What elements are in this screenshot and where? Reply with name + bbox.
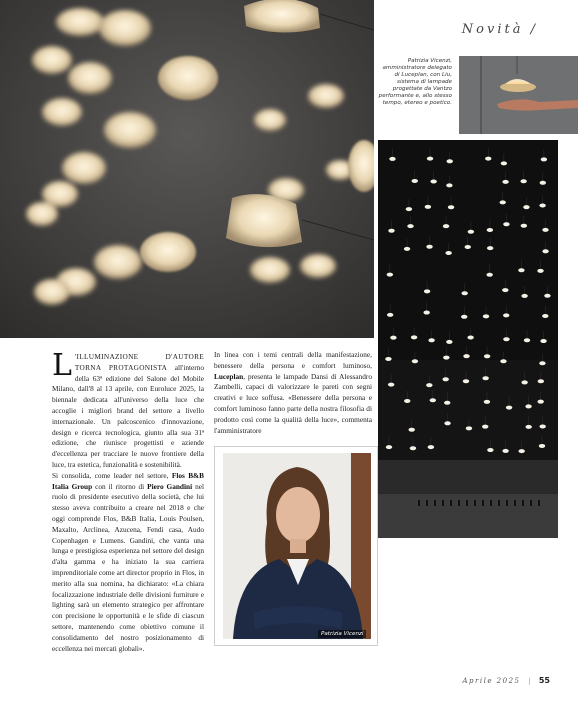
lamp-light (525, 404, 531, 408)
lamp-light (407, 224, 413, 228)
lamp-light (482, 376, 488, 380)
lamp-light (537, 400, 543, 404)
issue-date: Aprile 2025 (462, 676, 521, 685)
lamp-light (523, 205, 529, 209)
lamp-light (463, 354, 469, 358)
lamp-light (468, 230, 474, 234)
lamp-light (520, 179, 526, 183)
brand-luceplan: Luceplan (214, 371, 244, 381)
lamp-light (485, 157, 491, 161)
lamp-light (500, 359, 506, 363)
lamp-light (503, 222, 509, 226)
lamp-light (426, 383, 432, 387)
hand-lamp-photo (459, 56, 578, 134)
lamp-light (524, 338, 530, 342)
lamp-light (428, 338, 434, 342)
lamp-light (467, 336, 473, 340)
lamp-light (444, 421, 450, 425)
article-lead: 'ILLUMINAZIONE D'AUTORE TORNA PROTAGONISTA (74, 352, 204, 372)
portrait-photo (223, 453, 371, 639)
lamp-light (428, 445, 434, 449)
lamp-light (466, 426, 472, 430)
floor-mark (506, 500, 508, 506)
lamp-light (542, 249, 548, 253)
lamp-light (388, 229, 394, 233)
lamp-light (426, 245, 432, 249)
hero-photo (0, 0, 374, 338)
lamp-light (445, 251, 451, 255)
article-paragraph-3a: In linea con i temi centrali della manifestazione, benessere della persona e comfort luminoso, (214, 350, 372, 370)
lamp-light (537, 269, 543, 273)
article-column-right (214, 350, 372, 436)
lamp-light (501, 161, 507, 165)
lamp-light (540, 181, 546, 185)
hand-lamp-illustration (459, 56, 578, 134)
lamp-light (411, 335, 417, 339)
lamp-light (487, 246, 493, 250)
lamp-light (388, 383, 394, 387)
lamp-light (521, 224, 527, 228)
lamp-light (544, 294, 550, 298)
lamp-light (487, 228, 493, 232)
lamp-light (503, 313, 509, 317)
lamp-light (518, 268, 524, 272)
lamp-light (430, 398, 436, 402)
lamp-light (404, 247, 410, 251)
floor-mark (490, 500, 492, 506)
lamp-light (387, 273, 393, 277)
floor-mark (434, 500, 436, 506)
lamp-light (461, 291, 467, 295)
floor-mark (450, 500, 452, 506)
lamp-light (525, 425, 531, 429)
lamp-light (539, 204, 545, 208)
lamp-light (542, 314, 548, 318)
lamp-light (444, 401, 450, 405)
drop-cap: L (52, 348, 72, 383)
installation-photo (378, 140, 558, 538)
lamp-light (500, 200, 506, 204)
lamp-light (409, 428, 415, 432)
lamp-light (412, 359, 418, 363)
lamp-light (412, 179, 418, 183)
lamp-light (463, 379, 469, 383)
lamp-light (521, 380, 527, 384)
brand-flos: Flos B&B Italia Group (52, 470, 205, 491)
floor-mark (442, 500, 444, 506)
lamp-light (486, 273, 492, 277)
lamp-light (424, 289, 430, 293)
lamp-light (385, 357, 391, 361)
page-footer (462, 676, 550, 685)
lamp-light (390, 336, 396, 340)
lamp-light (484, 354, 490, 358)
floor-mark (458, 500, 460, 506)
lamp-light (539, 361, 545, 365)
installation-illustration (378, 140, 558, 538)
lamp-light (506, 406, 512, 410)
lamp-light (423, 311, 429, 315)
lamp-light (502, 288, 508, 292)
lamp-light (538, 379, 544, 383)
floor-mark (474, 500, 476, 506)
lamp-light (443, 224, 449, 228)
lamp-light (521, 294, 527, 298)
lamp-light (465, 245, 471, 249)
page-number: 55 (538, 676, 550, 685)
lamp-light (539, 444, 545, 448)
lamp-light (410, 446, 416, 450)
floor-mark (418, 500, 420, 506)
photo-caption: Patrizia Vicenzi, amministratore delegato di Luceplan, con Liu, sistema di lampade progettate da Vantzo performante e, allo stesso tempo, etereo e poetico. (378, 58, 452, 106)
lamp-light (404, 399, 410, 403)
floor-mark (498, 500, 500, 506)
lamp-light (539, 424, 545, 428)
lamp-light (540, 339, 546, 343)
article-paragraph-2a: Si consolida, come leader nel settore, (52, 470, 172, 480)
article-paragraph-1: all'interno della 63ª edizione del Salone del Mobile Milano, dall'8 al 13 aprile, con Euroluce 2025, la biennale dedicata all'universo della luce che accoglie i migliori brand del settore a livello internazionale. Un palcoscenico d'innovazione, design e ricerca tecnologica, giunto alla sua 31ª edizione, che riunisce progettisti e aziende d'eccellenza per tracciare le nuove frontiere della luce, tra estetica, funzionalità e sostenibilità. (52, 362, 204, 469)
lamp-light (461, 315, 467, 319)
floor-mark (466, 500, 468, 506)
lamp-light (541, 157, 547, 161)
article-column-left (52, 348, 205, 654)
lamp-light (406, 207, 412, 211)
floor-mark (538, 500, 540, 506)
lamp-light (542, 228, 548, 232)
lamp-light (482, 425, 488, 429)
lamp-light (503, 337, 509, 341)
lamp-light (442, 377, 448, 381)
lamp-light (484, 400, 490, 404)
floor-mark (514, 500, 516, 506)
floor-mark (482, 500, 484, 506)
lamp-light (487, 448, 493, 452)
lamp-light (448, 205, 454, 209)
lamp-light (427, 157, 433, 161)
lamp-light (447, 159, 453, 163)
floor-mark (522, 500, 524, 506)
lamp-light (430, 180, 436, 184)
section-header: Novità / (461, 22, 538, 37)
lamp-light (518, 449, 524, 453)
floor-mark (426, 500, 428, 506)
portrait-caption: Patrizia Vicenzi (318, 630, 366, 638)
person-name: Piero Gandini (147, 481, 193, 491)
lamp-light (502, 180, 508, 184)
lamp-light (502, 449, 508, 453)
lamp-light (446, 340, 452, 344)
lamp-light (386, 445, 392, 449)
floor-mark (530, 500, 532, 506)
lamp-light (483, 314, 489, 318)
lamps-illustration (0, 0, 374, 338)
article-paragraph-3c: , presenta le lampade Dansi di Alessandro Zambelli, capaci di valorizzare le pareti con segni creativi e luce soffusa. «Benessere della persona e comfort luminoso fanno parte della nostra filosofia di prodotto così come la qualità della luce», commenta l'amministratore (214, 371, 372, 435)
article-paragraph-2c: con il ritorno di (92, 481, 148, 491)
article-paragraph-2e: nel ruolo di presidente esecutivo della società, che lui stesso aveva contribuito a creare nel 2018 e che oggi comprende Flos, B&B Italia, Louis Poulsen, Maxalto, Arclinea, Azucena, Fendi casa, Audo Copenhagen e Lumens. Gandini, che vanta una lunga e prestigiosa esperienza nel settore del design d'alta gamma e ha iniziato la sua carriera imprenditoriale come art director proprio in Flos, in merito alla sua nomina, ha dichiarato: «La chiara focalizzazione industriale delle divisioni furniture e lighting sarà un elemento strategico per affrontare con precisione le opportunità e le sfide di ciascun settore, mantenendo come obiettivo comune il consolidamento del nostro posizionamento di eccellenza nei mercati globali». (52, 481, 204, 653)
footer-separator: | (528, 676, 531, 685)
lamp-light (446, 183, 452, 187)
lamp-light (443, 356, 449, 360)
portrait-illustration (223, 453, 371, 639)
lamp-light (387, 313, 393, 317)
lamp-light (389, 157, 395, 161)
lamp-light (425, 205, 431, 209)
